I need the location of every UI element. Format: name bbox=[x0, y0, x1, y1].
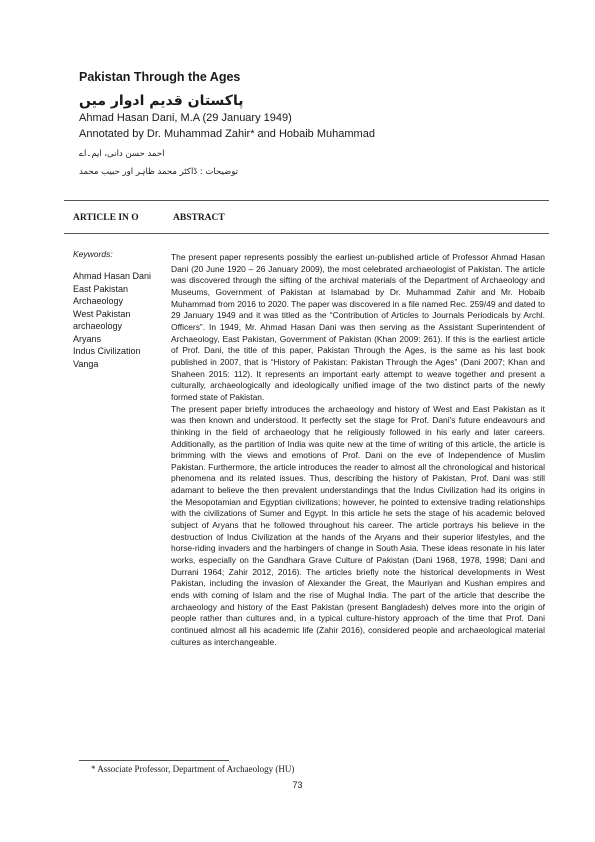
urdu-author: احمد حسن دانی، ایم۔اے bbox=[79, 149, 165, 159]
footnote-divider bbox=[79, 760, 229, 761]
keyword-item: Ahmad Hasan Dani bbox=[73, 271, 152, 281]
footnote: * Associate Professor, Department of Archaeology (HU) bbox=[91, 764, 295, 774]
keywords-list bbox=[73, 270, 163, 370]
keywords-label: Keywords: bbox=[73, 249, 113, 259]
abstract-paragraph: The present paper represents possibly the earliest un-published article of Professor Ahmad Hasan Dani (20 June 1920 – 26 January 2009), the most celebrated archaeologist of Pakistan. The article was discovered through the sifting of the archival materials of the Department of Archaeology and Museums, Government of Pakistan at Islamabad by Dr. Muhammad Zahir and Mr. Hobaib Muhammad from 2016 to 2020. The paper was discovered in a file named Rec. 259/49 and dated to 29 January 1949 and it was titled as the “Contribution of Articles to Journals Periodicals by Archl. Officers”. In 1949, Mr. Ahmad Hasan Dani was then serving as the Assistant Superintendent of Archaeology, East Pakistan, Government of Pakistan (Khan 2009: 261). If this is the earliest article of Prof. Dani, the title of this paper, Pakistan Through the Ages, is the same as his last book published in 2007, that is “History of Pakistan: Pakistan Through the Ages” (Dani 2007; Khan and Shaheen 2015: 112). It represents an important early attempt to weave together and present a culturally, archaeologically and ideologically unified image of the two distinct parts of the newly formed state of Pakistan. bbox=[171, 252, 545, 402]
header-divider bbox=[64, 233, 549, 234]
author-line: Ahmad Hasan Dani, M.A (29 January 1949) bbox=[79, 112, 292, 124]
abstract-body bbox=[171, 252, 545, 648]
article-info-heading: ARTICLE IN O bbox=[73, 213, 139, 223]
abstract-paragraph: The present paper briefly introduces the archaeology and history of West and East Pakistan as it was then known and understood. It perfectly set the stage for Prof. Dani’s future endeavours and thinking in the field of archaeology that he religiously followed in his early and later careers. Additionally, as the partition of India was quite new at the time of writing of this article, the article is brimming with the views and emotions of Prof. Dani on the eve of Independence of Muslim Pakistan. Furthermore, the article introduces the reader to almost all the chronological and historical phenomena and its related issues. Thus, describing the history of Pakistan, Prof. Dani was still adamant to believe the then prevalent understandings that the Indus Civilization had its origins in the Mesopotamian and Egyptian civilizations; however, he pointed to extensive trading relationships with the civilizations of Sumer and Egypt. In this article he sets the stage of his academic beloved subject of Aryans that he followed throughout his career. The article portrays his believe in the destruction of Indus Civilization at the hands of the Aryans and their superior lifestyles, and the horse-riding invaders and the harbingers of change in South Asia. These ideas resonate in his later works, especially on the Gandhara Grave Culture of Pakistan (Dani 1968, 1978, 1998; Dani and Durrani 1964; Zahir 2012, 2016). The articles briefly note the historical developments in West Pakistan, including the invasion of Alexander the Great, the Mauriyan and Kushan empires and ends with coming of Islam and the rise of Mughal India. The part of the article that describe the archaeology and history of the East Pakistan (present Bangladesh) delves more into the origin of people rather than cultures and, in a typical culture-history approach of the time that Prof. Dani continued almost all his academic life (Zahir 2016), considered people and archaeological material cultures as interchangeable. bbox=[171, 403, 545, 647]
keyword-item: Vanga bbox=[73, 358, 99, 369]
annotators-line: Annotated by Dr. Muhammad Zahir* and Hobaib Muhammad bbox=[79, 128, 375, 140]
urdu-annotators: توضیحات : ڈاکٹر محمد ظاہر اور حبیب محمد bbox=[79, 167, 239, 177]
top-divider bbox=[64, 200, 549, 201]
article-title: Pakistan Through the Ages bbox=[79, 70, 241, 84]
keyword-item: archaeology bbox=[73, 321, 123, 331]
keyword-item: Indus Civilization bbox=[73, 346, 141, 356]
abstract-heading: ABSTRACT bbox=[173, 213, 225, 223]
keyword-item: Aryans bbox=[73, 333, 102, 344]
keyword-item: East Pakistan bbox=[73, 283, 129, 294]
keyword-item: Archaeology bbox=[73, 296, 124, 306]
urdu-title: پاکستان قدیم ادوار میں bbox=[79, 93, 244, 109]
keyword-item: West Pakistan bbox=[73, 308, 131, 319]
page-number: 73 bbox=[292, 780, 303, 790]
